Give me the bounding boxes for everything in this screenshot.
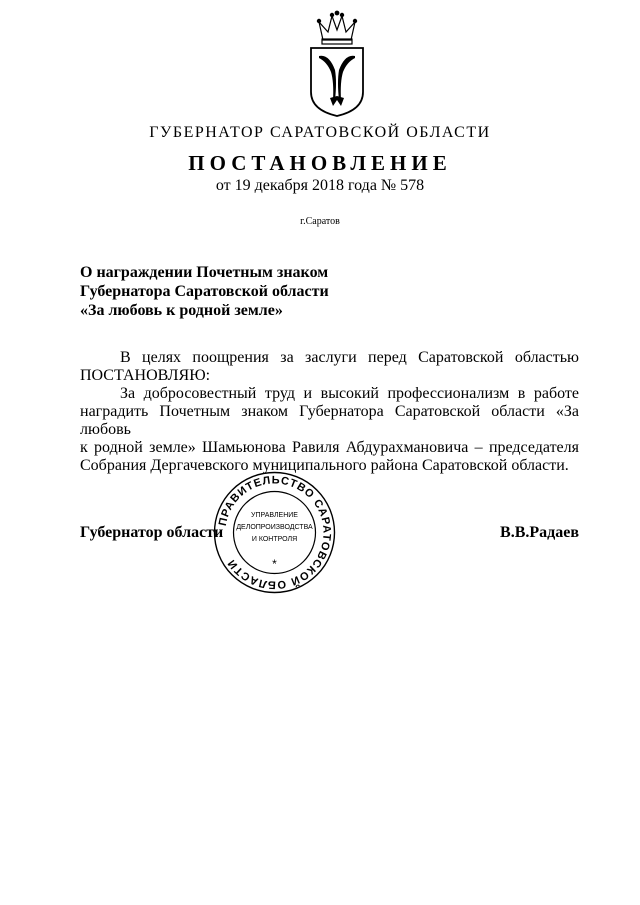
paragraph-preamble <box>80 349 579 385</box>
paragraph-line: В целях поощрения за заслуги перед Саратовской областью <box>120 349 579 366</box>
stamp-ring-text: ПРАВИТЕЛЬСТВО САРАТОВСКОЙ ОБЛАСТИ <box>216 474 333 591</box>
subject-line: О награждении Почетным знаком <box>80 264 329 281</box>
paragraph-line: к родной земле» Шамьюнова Равиля Абдурахмановича – председателя <box>80 439 579 456</box>
coat-of-arms-icon <box>299 10 375 118</box>
stamp-inner-line: УПРАВЛЕНИЕ <box>251 512 298 519</box>
stamp-star: * <box>272 557 277 571</box>
paragraph-line: Собрания Дергачевского муниципального района Саратовской области. <box>80 457 569 474</box>
signatory-name: В.В.Радаев <box>500 524 579 541</box>
paragraph-line: наградить Почетным знаком Губернатора Саратовской области «За любовь <box>80 403 579 438</box>
subject-block <box>80 263 329 320</box>
signatory-title: Губернатор области <box>80 524 224 541</box>
date-number-line: от 19 декабря 2018 года № 578 <box>215 177 425 194</box>
subject-line: Губернатора Саратовской области <box>80 283 329 300</box>
authority-title: ГУБЕРНАТОР САРАТОВСКОЙ ОБЛАСТИ <box>149 124 491 141</box>
document-type: ПОСТАНОВЛЕНИЕ <box>188 151 452 175</box>
paragraph-line: За добросовестный труд и высокий профессионализм в работе <box>120 385 579 402</box>
stamp-inner-line: И КОНТРОЛЯ <box>251 536 298 543</box>
subject-line: «За любовь к родной земле» <box>80 302 283 319</box>
paragraph-decision <box>80 385 579 475</box>
official-stamp-icon <box>212 470 337 595</box>
paragraph-line: ПОСТАНОВЛЯЮ: <box>80 367 211 384</box>
stamp-inner-line: ДЕЛОПРОИЗВОДСТВА <box>236 524 313 531</box>
city: г.Саратов <box>300 216 340 227</box>
